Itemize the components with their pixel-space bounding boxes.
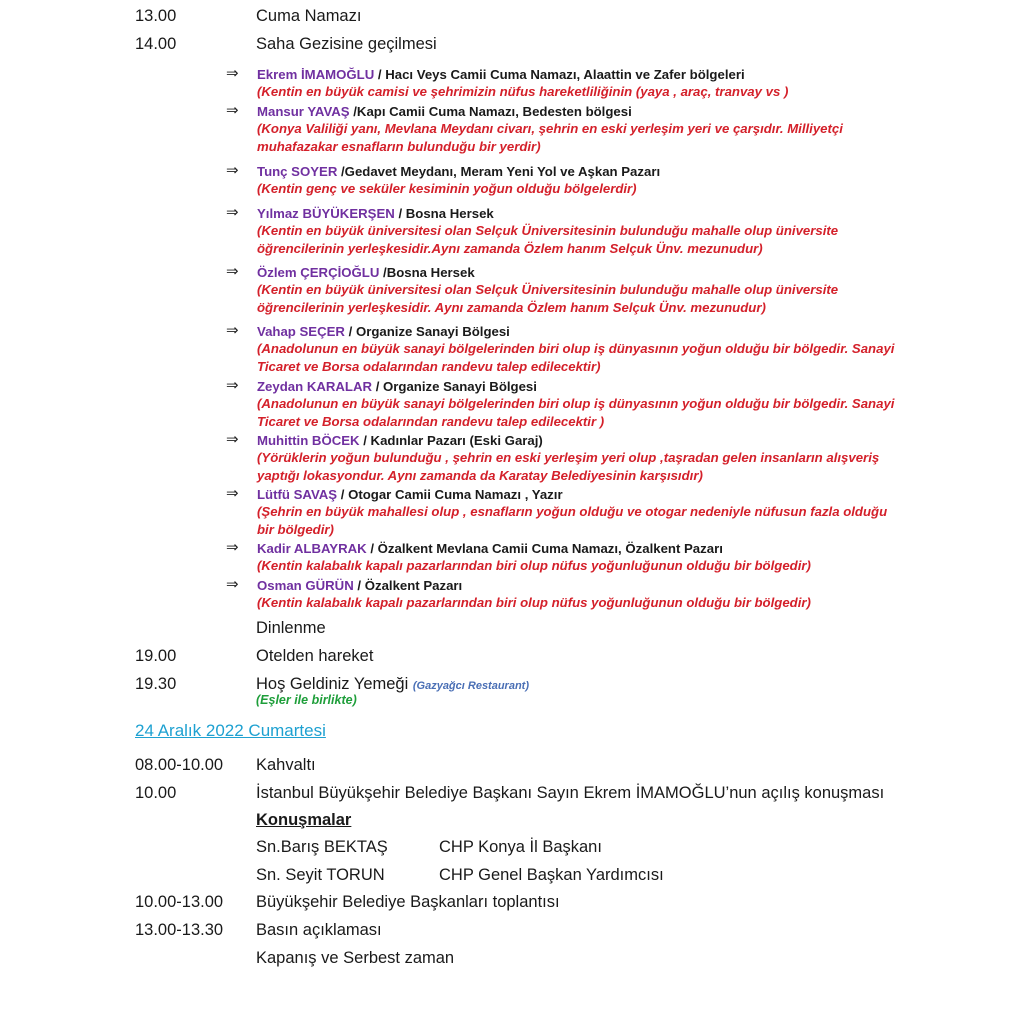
stop-location: / Özalkent Mevlana Camii Cuma Namazı, Özalkent Pazarı [366,541,723,556]
stop-note [257,83,937,101]
stop-location: / Hacı Veys Camii Cuma Namazı, Alaattin ve Zafer bölgeleri [374,67,745,82]
mayor-name: Mansur YAVAŞ [257,104,350,119]
mayor-name: Vahap SEÇER [257,324,345,339]
stop-heading [257,432,543,450]
stop-location: / Organize Sanayi Bölgesi [372,379,537,394]
stop-location: / Özalkent Pazarı [353,578,463,593]
stop-note-line: öğrencilerinin yerleşkesidir. Aynı zamanda Özlem hanım Selçuk Ünv. mezunudur) [257,299,766,315]
stop-heading [257,540,723,558]
stop-location: / Organize Sanayi Bölgesi [344,324,510,339]
stop-location: /Kapı Camii Cuma Namazı, Bedesten bölgesi [349,104,632,119]
stop-note-line: (Yörüklerin yoğun bulunduğu , şehrin en eski yerleşim yeri olup ,taşradan gelen insanların alışveriş [257,450,880,465]
speeches-heading: Konuşmalar [256,811,352,829]
stop-note-line: bir bölgedir) [257,521,334,537]
stop-heading [257,577,462,595]
arrow-right-icon: ⇒ [226,162,239,179]
schedule-time: 13.00 [135,7,177,25]
schedule-activity: Otelden hareket [256,647,374,665]
stop-note [257,594,937,612]
schedule-time: 19.30 [135,675,177,693]
schedule-time: 14.00 [135,35,177,53]
stop-note [257,340,937,375]
arrow-right-icon: ⇒ [226,322,239,339]
mayor-name: Özlem ÇERÇİOĞLU [257,265,380,280]
stop-note-line: yaptığı lokasyondur. Aynı zamanda da Karatay Belediyesinin karşısıdır) [257,467,703,483]
stop-note [257,180,937,198]
stop-heading [257,264,475,282]
stop-note-line: (Şehrin en büyük mahallesi olup , esnafların yoğun olduğu ve otogar nedeniyle nüfusun fazla olduğu [257,504,888,519]
arrow-right-icon: ⇒ [226,485,239,502]
stop-note-line: (Kentin en büyük üniversitesi olan Selçuk Üniversitesinin bulunduğu mahalle olup üniversite [257,282,839,297]
stop-heading [257,486,563,504]
stop-note-line: (Kentin genç ve seküler kesiminin yoğun olduğu bölgelerdir) [257,181,637,196]
speaker-role: CHP Konya İl Başkanı [439,838,602,856]
schedule-time: 08.00-10.00 [135,756,224,774]
stop-note [257,222,937,257]
arrow-right-icon: ⇒ [226,102,239,119]
stop-heading [257,323,510,341]
stop-heading [257,205,494,223]
speaker-name: Sn. Seyit TORUN [256,866,385,884]
speaker-role: CHP Genel Başkan Yardımcısı [439,866,664,884]
schedule-activity-text: Hoş Geldiniz Yemeği [256,675,409,693]
arrow-right-icon: ⇒ [226,263,239,280]
speaker-name: Sn.Barış BEKTAŞ [256,838,388,856]
stop-location: / Bosna Hersek [394,206,494,221]
mayor-name: Osman GÜRÜN [257,578,354,593]
schedule-activity: Cuma Namazı [256,7,362,25]
schedule-activity: Kapanış ve Serbest zaman [256,949,455,967]
schedule-activity: Saha Gezisine geçilmesi [256,35,437,53]
mayor-name: Lütfü SAVAŞ [257,487,338,502]
schedule-activity: İstanbul Büyükşehir Belediye Başkanı Sayın Ekrem İMAMOĞLU’nun açılış konuşması [256,784,885,802]
stop-heading [257,378,537,396]
stop-note-line: Ticaret ve Borsa odalarından randevu talep edilecektir ) [257,413,605,429]
arrow-right-icon: ⇒ [226,204,239,221]
arrow-right-icon: ⇒ [226,539,239,556]
stop-location: /Gedavet Meydanı, Meram Yeni Yol ve Aşkan Pazarı [337,164,661,179]
stop-note-line: (Kentin kalabalık kapalı pazarlarından biri olup nüfus yoğunluğunun olduğu bir bölgedir) [257,595,811,610]
arrow-right-icon: ⇒ [226,431,239,448]
stop-note [257,120,937,155]
mayor-name: Yılmaz BÜYÜKERŞEN [257,206,395,221]
schedule-activity: Dinlenme [256,619,326,637]
schedule-activity: Büyükşehir Belediye Başkanları toplantısı [256,893,560,911]
arrow-right-icon: ⇒ [226,576,239,593]
mayor-name: Zeydan KARALAR [257,379,373,394]
stop-note-line: (Kentin kalabalık kapalı pazarlarından biri olup nüfus yoğunluğunun olduğu bir bölgedir) [257,558,811,573]
stop-location: / Kadınlar Pazarı (Eski Garaj) [359,433,543,448]
stop-location: / Otogar Camii Cuma Namazı , Yazır [337,487,563,502]
stop-note [257,281,937,316]
arrow-right-icon: ⇒ [226,65,239,82]
stop-location: /Bosna Hersek [379,265,475,280]
schedule-time: 13.00-13.30 [135,921,224,939]
companion-note: (Eşler ile birlikte) [256,693,357,707]
mayor-name: Muhittin BÖCEK [257,433,360,448]
stop-note-line: (Kentin en büyük üniversitesi olan Selçuk Üniversitesinin bulunduğu mahalle olup üniversite [257,223,839,238]
stop-heading [257,103,632,121]
stop-note-line: öğrencilerinin yerleşkesidir.Aynı zamanda Özlem hanım Selçuk Ünv. mezunudur) [257,240,763,256]
mayor-name: Ekrem İMAMOĞLU [257,67,375,82]
stop-note-line: Ticaret ve Borsa odalarından randevu talep edilecektir) [257,358,601,374]
stop-heading [257,66,745,84]
speaker-row [256,866,664,885]
stop-note-line: (Kentin en büyük camisi ve şehrimizin nüfus hareketliliğinin (yaya , araç, tranvay vs ) [257,84,789,99]
stop-heading [257,163,660,181]
stop-note-line: (Anadolunun en büyük sanayi bölgelerinden biri olup iş dünyasının yoğun olduğu bir bölgedir. Sanayi [257,396,895,411]
stop-note [257,395,937,430]
stop-note-line: (Konya Valiliği yanı, Mevlana Meydanı civarı, şehrin en eski yerleşim yeri ve çarşıdır. Milliyetçi [257,121,843,136]
schedule-activity: Basın açıklaması [256,921,382,939]
stop-note [257,449,937,484]
stop-note-line: (Anadolunun en büyük sanayi bölgelerinden biri olup iş dünyasının yoğun olduğu bir bölgedir. Sanayi [257,341,895,356]
schedule-time: 10.00 [135,784,177,802]
stop-note [257,557,937,575]
day-heading: 24 Aralık 2022 Cumartesi [135,721,326,740]
mayor-name: Tunç SOYER [257,164,338,179]
mayor-name: Kadir ALBAYRAK [257,541,367,556]
schedule-activity: Kahvaltı [256,756,316,774]
schedule-time: 10.00-13.00 [135,893,224,911]
schedule-time: 19.00 [135,647,177,665]
speaker-row [256,838,602,857]
arrow-right-icon: ⇒ [226,377,239,394]
stop-note-line: muhafazakar esnafların bulunduğu bir yerdir) [257,138,541,154]
venue-note: (Gazyağcı Restaurant) [412,680,530,692]
stop-note [257,503,937,538]
